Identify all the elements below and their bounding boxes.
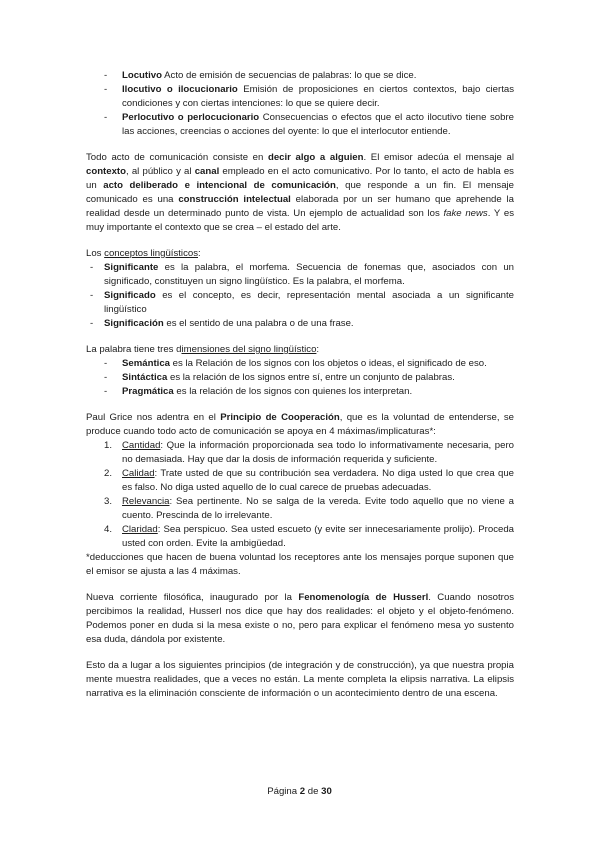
grice-paragraph: Paul Grice nos adentra en el Principio de Cooperación, que es la voluntad de entenderse, se produce cuando todo acto de comunicación se apoya en 4 máximas/implicaturas*:: [86, 412, 514, 437]
maxim-item: 4. Claridad: Sea perspicuo. Sea usted escueto (y evite ser innecesariamente prolijo). Proceda usted con orden. Evite la ambigüedad.: [104, 524, 514, 549]
list-item: - Semántica es la Relación de los signos con los objetos o ideas, el significado de eso.: [104, 358, 487, 369]
speech-act-list: [86, 69, 514, 139]
list-item: - Pragmática es la relación de los signos con quienes los interpretan.: [104, 386, 413, 397]
footnote: *deducciones que hacen de buena voluntad los receptores ante los mensajes porque suponen que el emisor se ajusta a las 4 máximas.: [86, 552, 514, 577]
communication-paragraph: Todo acto de comunicación consiste en decir algo a alguien. El emisor adecúa el mensaje al contexto, al público y al canal empleado en el acto comunicativo. Por lo tanto, el acto de habla es un acto deliberado e intencional de comunicación, que responde a un fin. El mensaje comunicado es una construcción intelectual elaborada por un ser humano que aprehende la realidad desde un determinado punto de vista. Un ejemplo de actualidad son los fake news. Y es muy importante el contexto que se crea – el estado del arte.: [86, 152, 514, 233]
document-page: [86, 69, 514, 701]
list-item: - Significado es el concepto, es decir, representación mental asociada a un significante lingüístico: [90, 290, 514, 315]
conceptos-heading: Los conceptos lingüísticos:: [86, 248, 201, 259]
list-item: - Perlocutivo o perlocucionario Consecuencias o efectos que el acto ilocutivo tiene sobre las acciones, creencias o acciones del oyente: lo que el interlocutor entiende.: [104, 112, 514, 137]
maxim-item: 2. Calidad: Trate usted de que su contribución sea verdadera. No diga usted lo que crea que es falso. No diga usted aquello de lo cual carece de pruebas adecuadas.: [104, 468, 514, 493]
list-item: - Ilocutivo o ilocucionario Emisión de proposiciones en ciertos contextos, bajo ciertas condiciones y con ciertas intenciones: lo que se quiere decir.: [104, 84, 514, 109]
husserl-paragraph: Nueva corriente filosófica, inaugurado por la Fenomenología de Husserl. Cuando nosotros percibimos la realidad, Husserl nos dice que hay dos realidades: el objeto y el objeto-fenómeno. Podemos poner en duda si la mesa existe o no, pero para explicar el fenómeno mesa yo sustento esa duda, dándola por existente.: [86, 592, 514, 645]
list-item: - Sintáctica es la relación de los signos entre sí, entre un conjunto de palabras.: [104, 372, 455, 383]
maxim-item: 1. Cantidad: Que la información proporcionada sea todo lo informativamente necesaria, pero no demasiada. Hay que dar la dosis de información requerida y suficiente.: [104, 440, 514, 465]
list-item: - Significante es la palabra, el morfema. Secuencia de fonemas que, asociados con un significado, constituyen un signo lingüístico. Es la palabra, el morfema.: [90, 262, 514, 287]
maxim-item: 3. Relevancia: Sea pertinente. No se salga de la vereda. Evite todo aquello que no viene a cuento. Prescinda de lo irrelevante.: [104, 496, 514, 521]
page-footer: Página 2 de 30: [267, 786, 332, 797]
final-paragraph: Esto da a lugar a los siguientes principios (de integración y de construcción), ya que nuestra propia mente muestra realidades, que a veces no están. La mente completa la elipsis narrativa. La elipsis narrativa es la eliminación consciente de información o un acontecimiento dentro de una escena.: [86, 660, 514, 699]
list-item: - Significación es el sentido de una palabra o de una frase.: [90, 318, 354, 329]
dimensiones-heading: La palabra tiene tres dimensiones del signo lingüístico:: [86, 344, 320, 355]
list-item: - Locutivo Acto de emisión de secuencias de palabras: lo que se dice.: [104, 70, 417, 81]
